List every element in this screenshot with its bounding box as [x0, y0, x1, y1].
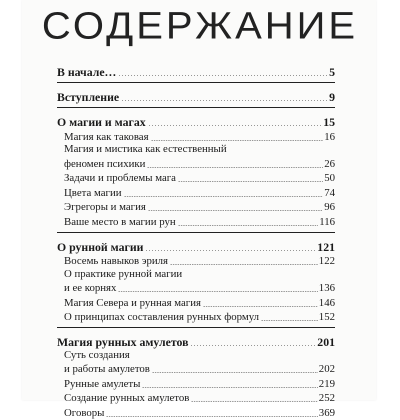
toc-item: [57, 391, 335, 406]
toc-section: [57, 111, 335, 129]
toc-entry-page: 5: [329, 65, 335, 79]
dot-leader: [118, 75, 328, 76]
dot-leader: [191, 401, 317, 402]
toc-item: [57, 295, 335, 310]
toc-item-page: 219: [318, 377, 335, 390]
toc-section-label: О магии и магах: [57, 115, 146, 129]
toc-section: [57, 236, 335, 254]
toc-item: [57, 362, 335, 377]
toc-item-page: 74: [324, 186, 335, 199]
toc-item-page: 152: [318, 311, 335, 323]
toc-item-page: 369: [318, 406, 335, 419]
toc-item-label: феномен психики: [64, 157, 146, 170]
toc-item: [57, 268, 335, 281]
toc-item-label: Эгрегоры и магия: [64, 201, 146, 213]
dot-leader: [147, 167, 323, 168]
toc-entry-label: В начале…: [57, 65, 117, 79]
toc-item-page: 146: [318, 296, 335, 309]
toc-entry: [57, 86, 335, 104]
toc-item-label: Оговоры: [64, 406, 105, 419]
toc-section-label: О рунной магии: [57, 239, 144, 254]
toc-item-label: Задачи и проблемы мага: [64, 172, 176, 184]
toc-item: [57, 310, 335, 325]
toc-item: [57, 376, 335, 391]
toc-item: [57, 185, 335, 200]
toc-item-label: Магия и мистика как естественный: [64, 143, 227, 155]
toc-item: [57, 214, 335, 229]
dot-leader: [142, 387, 317, 388]
dot-leader: [203, 306, 318, 307]
toc-section: [57, 331, 335, 349]
toc-item: [57, 349, 335, 362]
toc-entry-page: 9: [329, 90, 335, 104]
toc-item-page: 136: [318, 282, 335, 294]
toc-item-page: 16: [324, 130, 335, 143]
toc-item-label: Магия Севера и рунная магия: [64, 296, 201, 309]
table-of-contents: [57, 61, 335, 420]
toc-item-page: 252: [318, 392, 335, 404]
toc-item: [57, 156, 335, 171]
dot-leader: [145, 250, 316, 251]
dot-leader: [121, 100, 328, 101]
toc-item-label: Ваше место в магии рун: [64, 215, 176, 228]
divider: [57, 232, 335, 233]
toc-section-page: 201: [317, 335, 335, 349]
toc-item-label: О принципах составления рунных формул: [64, 311, 260, 323]
toc-item: [57, 254, 335, 269]
toc-entry-label: Вступление: [57, 90, 120, 104]
divider: [57, 327, 335, 328]
toc-item-page: 26: [324, 157, 335, 170]
dot-leader: [178, 225, 319, 226]
toc-section-page: 15: [323, 115, 335, 129]
page-title: СОДЕРЖАНИЕ: [41, 5, 359, 47]
toc-item-label: Рунные амулеты: [64, 377, 141, 390]
toc-item-label: О практике рунной магии: [64, 267, 183, 280]
toc-item-label: Суть создания: [64, 348, 130, 361]
toc-entry: [57, 61, 335, 79]
dot-leader: [148, 210, 323, 211]
dot-leader: [124, 196, 324, 197]
dot-leader: [151, 140, 324, 141]
toc-item: [57, 281, 335, 296]
toc-item: [57, 144, 335, 157]
dot-leader: [178, 181, 323, 182]
dot-leader: [118, 291, 317, 292]
toc-item-page: 116: [319, 215, 335, 228]
divider: [57, 82, 335, 83]
toc-item-page: 202: [318, 363, 335, 375]
divider: [57, 107, 335, 108]
toc-item-page: 96: [324, 201, 335, 213]
dot-leader: [152, 372, 318, 373]
dot-leader: [190, 345, 316, 346]
dot-leader: [148, 125, 323, 126]
toc-item: [57, 171, 335, 186]
toc-item-label: и ее корнях: [64, 282, 117, 294]
dot-leader: [106, 416, 317, 417]
toc-item-label: и работы амулетов: [64, 363, 150, 375]
toc-item-page: 122: [318, 255, 335, 267]
toc-section-page: 121: [317, 239, 335, 254]
toc-item: [57, 129, 335, 144]
toc-item-label: Создание рунных амулетов: [64, 392, 190, 404]
toc-section-label: Магия рунных амулетов: [57, 335, 189, 349]
dot-leader: [170, 264, 318, 265]
toc-item: [57, 405, 335, 420]
toc-item-label: Магия как таковая: [64, 130, 149, 143]
toc-item: [57, 200, 335, 215]
toc-item-page: 50: [324, 172, 335, 184]
dot-leader: [261, 320, 318, 321]
toc-item-label: Восемь навыков эриля: [64, 255, 169, 267]
toc-item-label: Цвета магии: [64, 186, 122, 199]
